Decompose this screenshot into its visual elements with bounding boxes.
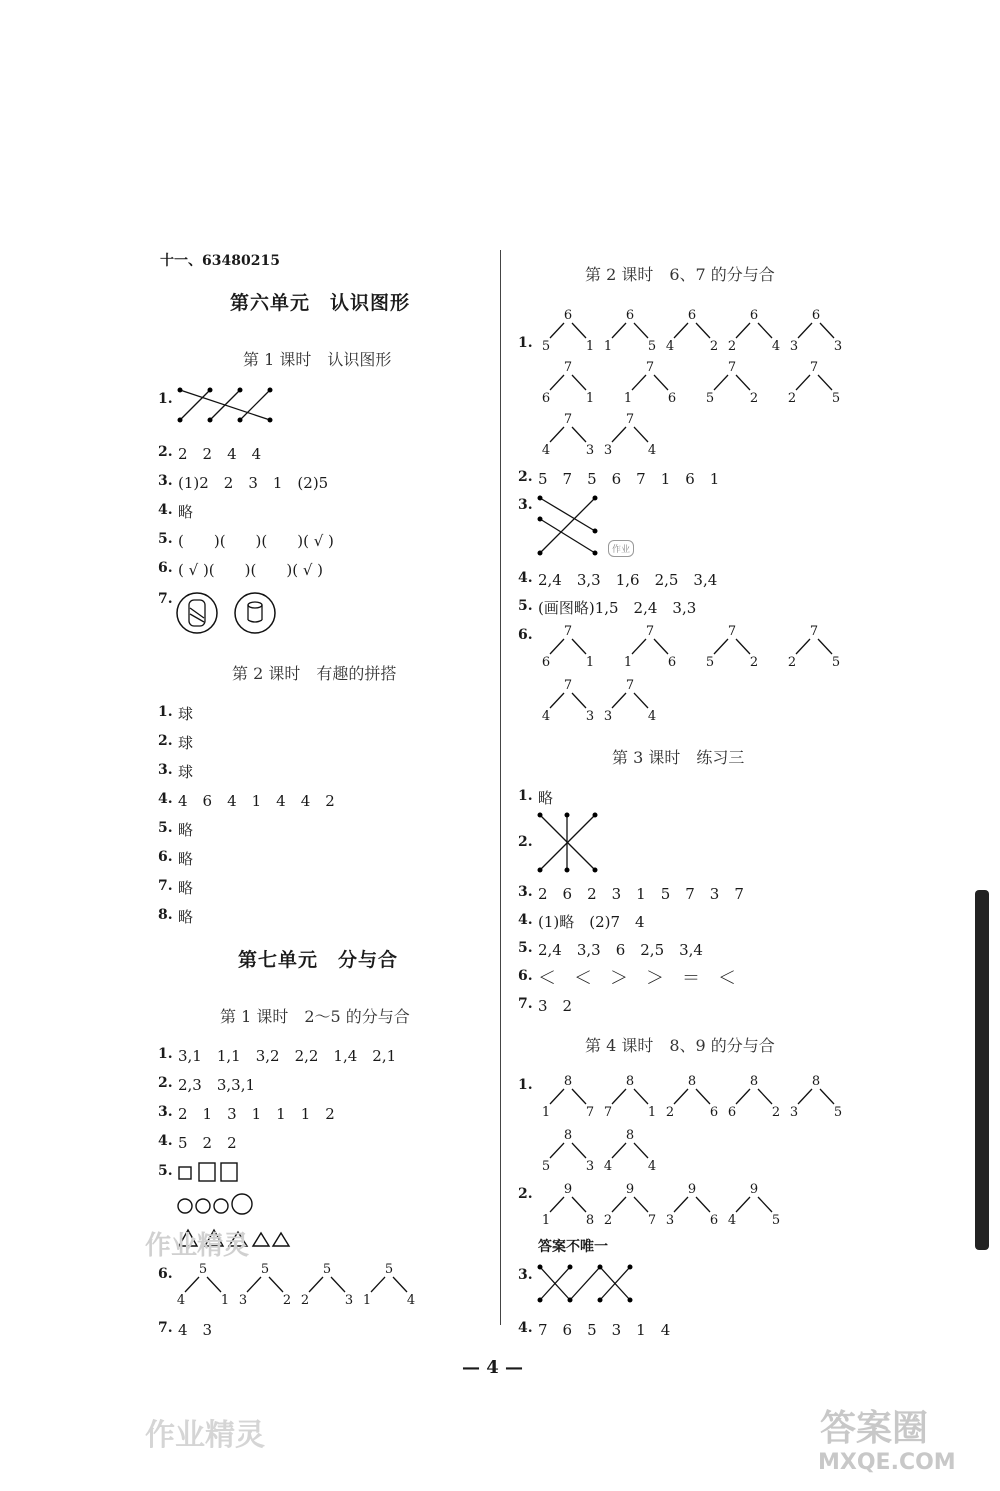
item-number: 2. xyxy=(518,834,533,850)
item-number: 1. xyxy=(158,391,173,407)
number-tree xyxy=(301,1262,353,1308)
tree-total: 7 xyxy=(645,624,655,639)
tree-branch xyxy=(796,639,810,654)
number-tree xyxy=(604,412,656,458)
item-number: 3. xyxy=(158,762,173,778)
item-number: 1. xyxy=(518,788,533,804)
item-answer: (1)2 2 3 1 (2)5 xyxy=(178,474,329,492)
item-number: 7. xyxy=(158,1320,173,1336)
number-tree xyxy=(666,1074,718,1120)
tree-branch xyxy=(550,375,564,390)
tree-branch xyxy=(612,427,626,442)
number-tree xyxy=(666,308,718,354)
item-number: 2. xyxy=(518,469,533,485)
lesson-title: 第 2 课时 6、7 的分与合 xyxy=(585,265,775,284)
item-number: 1. xyxy=(518,1077,533,1093)
number-tree xyxy=(728,1074,780,1120)
tree-branch xyxy=(736,639,750,654)
tree-total: 7 xyxy=(645,360,655,375)
tree-part-left: 4 xyxy=(541,443,551,458)
unit7-title: 第七单元 分与合 xyxy=(238,949,399,971)
scan-edge-shadow xyxy=(975,890,989,1250)
tree-total: 5 xyxy=(198,1262,208,1277)
number-tree xyxy=(542,1182,594,1228)
tree-part-left: 5 xyxy=(541,1159,551,1174)
tree-total: 6 xyxy=(625,308,635,323)
tree-branch xyxy=(796,375,810,390)
top-line: 十一、63480215 xyxy=(160,253,280,269)
tree-total: 9 xyxy=(563,1182,573,1197)
tree-part-left: 1 xyxy=(362,1293,372,1308)
tree-branch xyxy=(185,1277,199,1292)
tree-part-left: 1 xyxy=(603,339,613,354)
tree-part-left: 4 xyxy=(727,1213,737,1228)
tree-branch xyxy=(572,1089,586,1104)
number-tree xyxy=(239,1262,291,1308)
item-answer: 2,3 3,3,1 xyxy=(178,1076,256,1094)
tree-branch xyxy=(550,1197,564,1212)
number-tree xyxy=(542,624,594,670)
matching-lines xyxy=(535,1262,635,1307)
item-number: 2. xyxy=(158,733,173,749)
item-number: 7. xyxy=(518,996,533,1012)
tree-part-right: 1 xyxy=(585,391,595,406)
number-tree xyxy=(790,1074,842,1120)
tree-branch xyxy=(612,1089,626,1104)
number-tree xyxy=(363,1262,415,1308)
tree-branch xyxy=(550,693,564,708)
lesson-title: 第 3 课时 练习三 xyxy=(612,748,745,767)
tree-part-left: 2 xyxy=(665,1105,675,1120)
tree-branch xyxy=(331,1277,345,1292)
tree-part-right: 5 xyxy=(831,391,841,406)
item-number: 3. xyxy=(158,1104,173,1120)
item-number: 4. xyxy=(158,502,173,518)
tree-part-right: 6 xyxy=(667,391,677,406)
number-tree xyxy=(706,360,758,406)
item-answer: (1)略 (2)7 4 xyxy=(538,913,645,931)
matching-lines xyxy=(175,385,275,425)
tree-branch xyxy=(612,693,626,708)
tree-part-right: 1 xyxy=(647,1105,657,1120)
tree-part-right: 5 xyxy=(833,1105,843,1120)
number-tree xyxy=(788,360,840,406)
item-answer: 5 2 2 xyxy=(178,1134,237,1152)
number-tree xyxy=(604,1182,656,1228)
item-answer: 略 xyxy=(178,503,194,521)
tree-part-right: 1 xyxy=(220,1293,230,1308)
item-number: 8. xyxy=(158,907,173,923)
tree-part-right: 7 xyxy=(647,1213,657,1228)
page-number: — 4 — xyxy=(462,1357,524,1378)
item-answer: 2 1 3 1 1 1 2 xyxy=(178,1105,335,1123)
tree-part-right: 5 xyxy=(647,339,657,354)
tree-branch xyxy=(572,427,586,442)
item-number: 2. xyxy=(158,1075,173,1091)
tree-total: 8 xyxy=(749,1074,759,1089)
tree-branch xyxy=(632,375,646,390)
tree-branch xyxy=(634,1143,648,1158)
tree-part-right: 5 xyxy=(831,655,841,670)
number-tree xyxy=(542,308,594,354)
tree-part-right: 2 xyxy=(709,339,719,354)
item-number: 5. xyxy=(518,940,533,956)
item-number: 5. xyxy=(518,598,533,614)
tree-branch xyxy=(612,1143,626,1158)
stamp: 作业 xyxy=(608,540,634,557)
tree-total: 8 xyxy=(625,1128,635,1143)
tree-branch xyxy=(269,1277,283,1292)
tree-branch xyxy=(634,323,648,338)
decomposition-trees-5 xyxy=(175,1260,435,1308)
item-answer: 4 3 xyxy=(178,1321,213,1339)
number-tree xyxy=(624,360,676,406)
watermark: 作业精灵 xyxy=(145,1231,250,1261)
tree-branch xyxy=(714,375,728,390)
tree-part-right: 6 xyxy=(709,1105,719,1120)
item-number: 7. xyxy=(158,591,173,607)
number-tree xyxy=(177,1262,229,1308)
tree-part-right: 6 xyxy=(667,655,677,670)
tree-part-right: 4 xyxy=(647,709,657,724)
tree-branch xyxy=(798,323,812,338)
decomposition-trees-9 xyxy=(540,1180,850,1228)
tree-branch xyxy=(654,375,668,390)
tree-part-left: 2 xyxy=(727,339,737,354)
tree-branch xyxy=(714,639,728,654)
tree-part-right: 2 xyxy=(282,1293,292,1308)
tree-total: 5 xyxy=(260,1262,270,1277)
tree-total: 6 xyxy=(811,308,821,323)
tree-branch xyxy=(632,639,646,654)
tree-total: 5 xyxy=(384,1262,394,1277)
tree-part-left: 6 xyxy=(727,1105,737,1120)
number-tree xyxy=(790,308,842,354)
number-tree xyxy=(604,678,656,724)
tree-part-right: 8 xyxy=(585,1213,595,1228)
tree-branch xyxy=(612,323,626,338)
tree-branch xyxy=(696,1197,710,1212)
tree-part-left: 3 xyxy=(603,709,613,724)
tree-part-right: 1 xyxy=(585,339,595,354)
tree-part-left: 3 xyxy=(603,443,613,458)
tree-part-right: 2 xyxy=(749,655,759,670)
number-tree xyxy=(604,308,656,354)
number-tree xyxy=(706,624,758,670)
number-tree xyxy=(728,1182,780,1228)
tree-part-left: 3 xyxy=(789,1105,799,1120)
item-number: 1. xyxy=(158,704,173,720)
tree-branch xyxy=(696,1089,710,1104)
tree-part-right: 4 xyxy=(406,1293,416,1308)
tree-total: 8 xyxy=(687,1074,697,1089)
number-tree xyxy=(624,624,676,670)
tree-branch xyxy=(247,1277,261,1292)
item-number: 5. xyxy=(158,1163,173,1179)
item-answer: 略 xyxy=(178,821,194,839)
tree-branch xyxy=(736,323,750,338)
tree-branch xyxy=(798,1089,812,1104)
tree-part-right: 3 xyxy=(585,1159,595,1174)
item-number: 6. xyxy=(518,627,533,643)
decomposition-trees-7 xyxy=(540,622,850,670)
number-tree xyxy=(604,1074,656,1120)
tree-branch xyxy=(634,1197,648,1212)
item-answer: 5 7 5 6 7 1 6 1 xyxy=(538,470,720,488)
item-answer: 略 xyxy=(178,879,194,897)
tree-part-right: 4 xyxy=(771,339,781,354)
item-answer: 球 xyxy=(178,734,194,752)
tree-branch xyxy=(371,1277,385,1292)
item-number: 4. xyxy=(158,791,173,807)
decomposition-trees-7 xyxy=(540,676,850,724)
item-number: 4. xyxy=(518,570,533,586)
tree-total: 6 xyxy=(749,308,759,323)
tree-branch xyxy=(550,1143,564,1158)
tree-part-left: 4 xyxy=(603,1159,613,1174)
tree-part-right: 4 xyxy=(647,443,657,458)
item-number: 6. xyxy=(158,1266,173,1282)
item-number: 2. xyxy=(518,1186,533,1202)
watermark-logo: 答案圈 xyxy=(820,1408,929,1449)
item-number: 3. xyxy=(518,884,533,900)
tree-part-right: 5 xyxy=(771,1213,781,1228)
tree-part-right: 3 xyxy=(344,1293,354,1308)
number-tree xyxy=(604,1128,656,1174)
tree-total: 8 xyxy=(811,1074,821,1089)
tree-part-right: 6 xyxy=(709,1213,719,1228)
tree-part-right: 3 xyxy=(585,443,595,458)
tree-branch xyxy=(572,375,586,390)
lesson-title: 第 1 课时 认识图形 xyxy=(243,350,392,369)
tree-total: 7 xyxy=(809,360,819,375)
item-number: 6. xyxy=(518,968,533,984)
item-number: 6. xyxy=(158,560,173,576)
cylinder-icons xyxy=(175,590,285,638)
tree-branch xyxy=(309,1277,323,1292)
tree-part-left: 3 xyxy=(665,1213,675,1228)
tree-part-left: 6 xyxy=(541,655,551,670)
tree-branch xyxy=(736,375,750,390)
lesson-title: 第 1 课时 2～5 的分与合 xyxy=(220,1007,410,1026)
tree-part-right: 3 xyxy=(833,339,843,354)
item-number: 3. xyxy=(518,497,533,513)
tree-total: 9 xyxy=(687,1182,697,1197)
tree-branch xyxy=(207,1277,221,1292)
tree-branch xyxy=(612,1197,626,1212)
tree-part-left: 3 xyxy=(789,339,799,354)
tree-branch xyxy=(758,323,772,338)
item-answer: 2,4 3,3 1,6 2,5 3,4 xyxy=(538,571,718,589)
tree-branch xyxy=(634,427,648,442)
column-divider xyxy=(500,250,501,1325)
matching-lines xyxy=(535,810,605,875)
item-number: 4. xyxy=(158,1133,173,1149)
tree-total: 7 xyxy=(563,624,573,639)
tree-total: 7 xyxy=(563,360,573,375)
item-number: 1. xyxy=(158,1046,173,1062)
tree-part-right: 1 xyxy=(585,655,595,670)
tree-part-left: 2 xyxy=(787,655,797,670)
tree-branch xyxy=(550,1089,564,1104)
tree-branch xyxy=(696,323,710,338)
tree-total: 5 xyxy=(322,1262,332,1277)
item-answer: ( √ )( )( )( √ ) xyxy=(178,561,324,579)
tree-branch xyxy=(572,1197,586,1212)
tree-part-left: 1 xyxy=(541,1105,551,1120)
tree-total: 6 xyxy=(563,308,573,323)
item-answer: 球 xyxy=(178,705,194,723)
decomposition-trees-7 xyxy=(540,358,850,406)
tree-branch xyxy=(820,323,834,338)
item-answer: 3,1 1,1 3,2 2,2 1,4 2,1 xyxy=(178,1047,397,1065)
tree-part-left: 1 xyxy=(623,391,633,406)
tree-part-left: 5 xyxy=(541,339,551,354)
tree-branch xyxy=(758,1197,772,1212)
tree-total: 7 xyxy=(563,412,573,427)
tree-part-left: 2 xyxy=(603,1213,613,1228)
tree-total: 7 xyxy=(727,360,737,375)
tree-branch xyxy=(818,375,832,390)
item-number: 3. xyxy=(518,1267,533,1283)
item-answer: 球 xyxy=(178,763,194,781)
item-answer: ( )( )( )( √ ) xyxy=(178,532,334,550)
tree-total: 7 xyxy=(809,624,819,639)
tree-part-right: 7 xyxy=(585,1105,595,1120)
tree-total: 8 xyxy=(625,1074,635,1089)
tree-part-left: 4 xyxy=(665,339,675,354)
tree-branch xyxy=(572,323,586,338)
tree-part-left: 1 xyxy=(541,1213,551,1228)
watermark-url: MXQE.COM xyxy=(818,1450,956,1475)
item-answer: 3 2 xyxy=(538,997,573,1015)
tree-total: 7 xyxy=(625,412,635,427)
matching-lines xyxy=(535,493,605,558)
tree-total: 9 xyxy=(749,1182,759,1197)
number-tree xyxy=(666,1182,718,1228)
decomposition-trees-6 xyxy=(540,306,850,354)
number-tree xyxy=(542,1128,594,1174)
tree-part-left: 5 xyxy=(705,391,715,406)
tree-part-left: 1 xyxy=(623,655,633,670)
tree-branch xyxy=(550,427,564,442)
number-tree xyxy=(788,624,840,670)
lesson-title: 第 2 课时 有趣的拼搭 xyxy=(232,664,397,683)
item-answer: 2 2 4 4 xyxy=(178,445,262,463)
item-answer: 略 xyxy=(178,908,194,926)
item-number: 6. xyxy=(158,849,173,865)
number-tree xyxy=(542,1074,594,1120)
watermark: 作业精灵 xyxy=(145,1418,265,1453)
item-number: 7. xyxy=(158,878,173,894)
tree-total: 7 xyxy=(563,678,573,693)
tree-branch xyxy=(634,693,648,708)
tree-branch xyxy=(654,639,668,654)
tree-branch xyxy=(572,693,586,708)
tree-part-left: 5 xyxy=(705,655,715,670)
tree-branch xyxy=(820,1089,834,1104)
item-number: 1. xyxy=(518,335,533,351)
decomposition-trees-8 xyxy=(540,1126,850,1174)
item-number: 3. xyxy=(158,473,173,489)
number-tree xyxy=(542,360,594,406)
lesson-title: 第 4 课时 8、9 的分与合 xyxy=(585,1036,775,1055)
item-answer: 略 xyxy=(178,850,194,868)
tree-branch xyxy=(736,1197,750,1212)
tree-branch xyxy=(572,639,586,654)
tree-total: 8 xyxy=(563,1128,573,1143)
tree-part-left: 3 xyxy=(238,1293,248,1308)
item-number: 5. xyxy=(158,531,173,547)
item-answer: 4 6 4 1 4 4 2 xyxy=(178,792,335,810)
tree-branch xyxy=(393,1277,407,1292)
tree-branch xyxy=(634,1089,648,1104)
tree-part-right: 4 xyxy=(647,1159,657,1174)
tree-branch xyxy=(550,323,564,338)
note-text: 答案不唯一 xyxy=(538,1239,608,1255)
tree-total: 8 xyxy=(563,1074,573,1089)
item-number: 4. xyxy=(518,912,533,928)
decomposition-trees-8 xyxy=(540,1072,850,1120)
tree-branch xyxy=(736,1089,750,1104)
item-answer: 2 6 2 3 1 5 7 3 7 xyxy=(538,885,744,903)
item-answer: 7 6 5 3 1 4 xyxy=(538,1321,671,1339)
item-answer: 略 xyxy=(538,789,554,807)
tree-part-right: 2 xyxy=(771,1105,781,1120)
tree-branch xyxy=(674,1197,688,1212)
tree-branch xyxy=(674,1089,688,1104)
unit6-title: 第六单元 认识图形 xyxy=(230,292,411,314)
number-tree xyxy=(728,308,780,354)
tree-total: 7 xyxy=(625,678,635,693)
item-answer: 2,4 3,3 6 2,5 3,4 xyxy=(538,941,703,959)
item-number: 2. xyxy=(158,444,173,460)
decomposition-trees-7 xyxy=(540,410,850,458)
item-answer: ＜ ＜ ＞ ＞ ＝ ＜ xyxy=(538,968,736,989)
tree-part-left: 2 xyxy=(300,1293,310,1308)
tree-part-left: 4 xyxy=(176,1293,186,1308)
tree-part-right: 3 xyxy=(585,709,595,724)
tree-total: 9 xyxy=(625,1182,635,1197)
tree-total: 6 xyxy=(687,308,697,323)
item-answer: (画图略)1,5 2,4 3,3 xyxy=(538,599,697,617)
tree-part-left: 7 xyxy=(603,1105,613,1120)
tree-branch xyxy=(818,639,832,654)
tree-branch xyxy=(674,323,688,338)
number-tree xyxy=(542,678,594,724)
tree-part-left: 6 xyxy=(541,391,551,406)
tree-part-left: 4 xyxy=(541,709,551,724)
tree-part-left: 2 xyxy=(787,391,797,406)
tree-branch xyxy=(550,639,564,654)
item-number: 4. xyxy=(518,1320,533,1336)
number-tree xyxy=(542,412,594,458)
tree-part-right: 2 xyxy=(749,391,759,406)
tree-branch xyxy=(758,1089,772,1104)
tree-total: 7 xyxy=(727,624,737,639)
item-number: 5. xyxy=(158,820,173,836)
tree-branch xyxy=(572,1143,586,1158)
